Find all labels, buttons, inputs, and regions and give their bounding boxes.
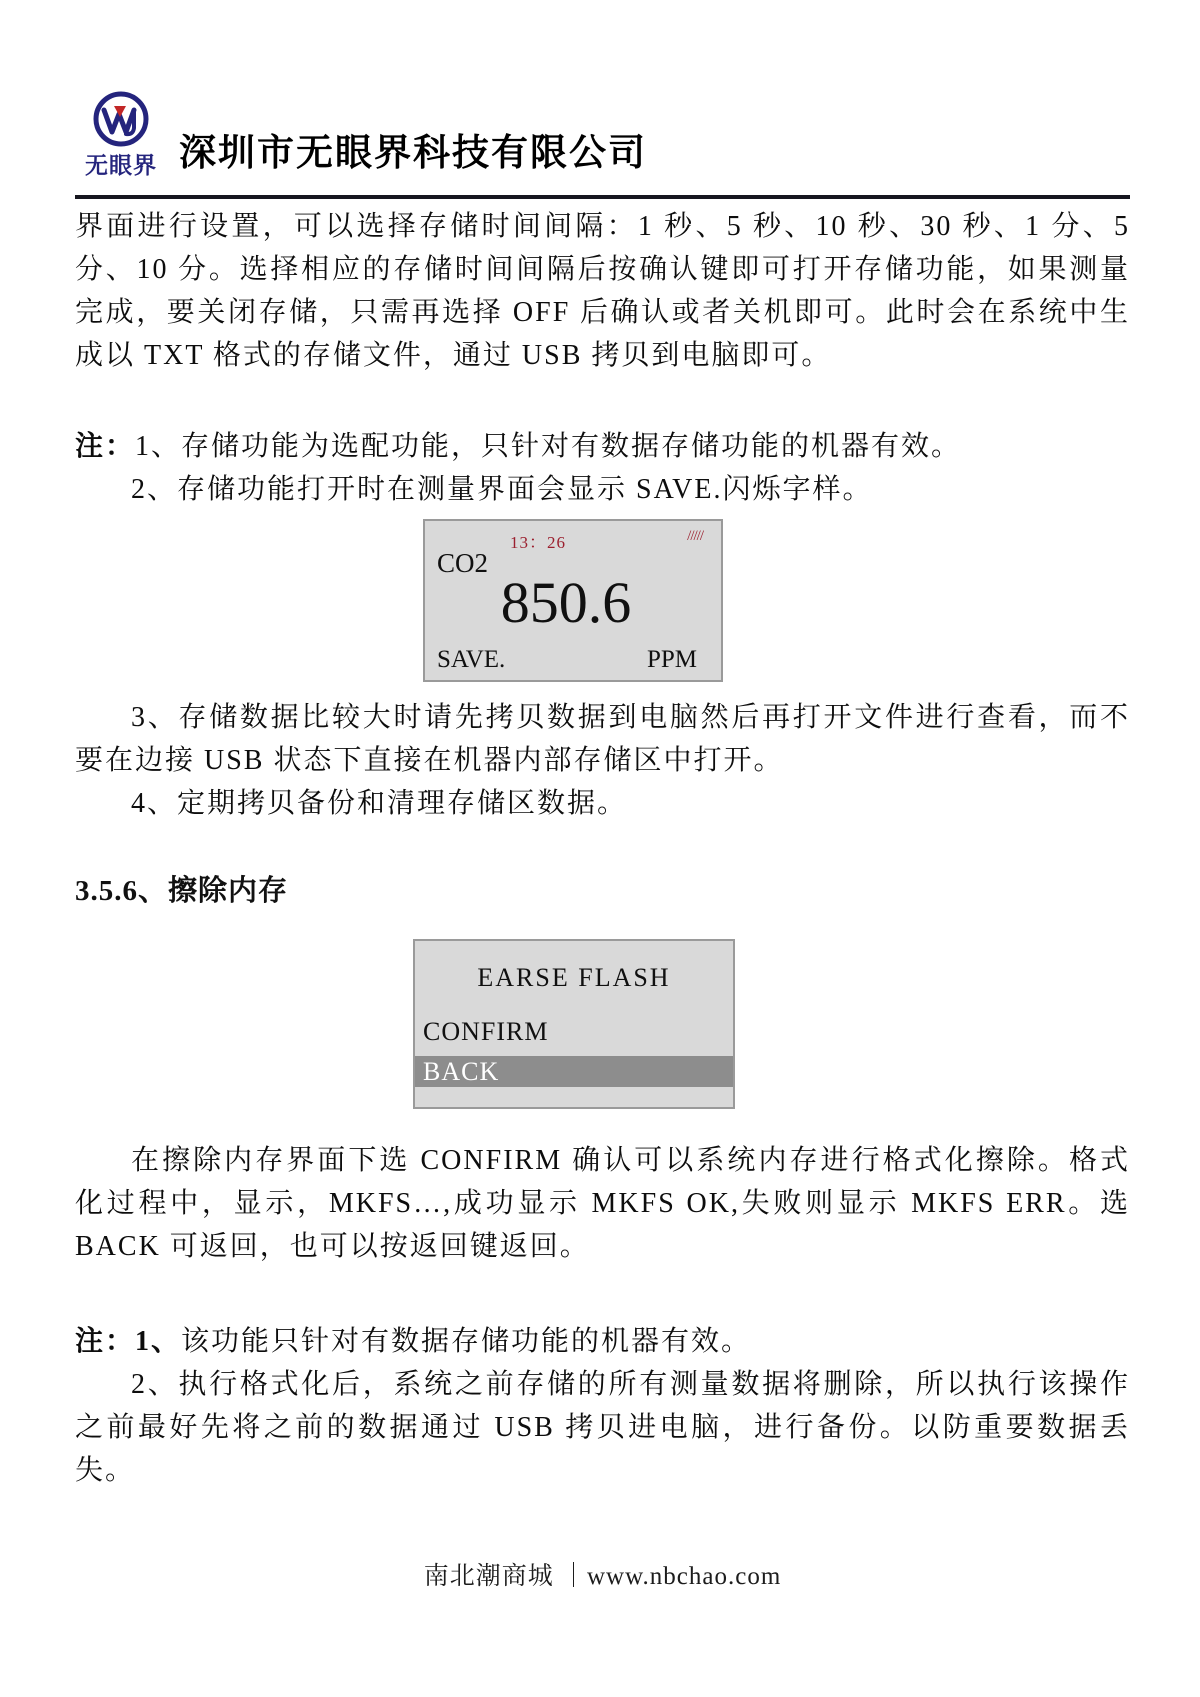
note2-item-1: 该功能只针对有数据存储功能的机器有效。 [181, 1326, 752, 1357]
note-block-save [75, 425, 1130, 511]
erase-paragraph: 在擦除内存界面下选 CONFIRM 确认可以系统内存进行格式化擦除。格式化过程中，显示，MKFS…,成功显示 MKFS OK,失败则显示 MKFS ERR。选 BACK 可返回，也可以按返回键返回。 [75, 1145, 1130, 1262]
brand-name: 无眼界 [85, 152, 157, 178]
signal-bars-icon: ///// [687, 528, 703, 544]
unit-label: PPM [646, 646, 697, 673]
device-screen-erase [413, 939, 735, 1109]
company-title: 深圳市无眼界科技有限公司 [179, 133, 647, 175]
device-screen-measure [423, 519, 723, 682]
note-line-1 [75, 425, 1130, 468]
menu-item-back-highlighted: BACK [415, 1056, 733, 1087]
company-logo [75, 90, 167, 178]
logo-monogram-icon [88, 90, 154, 152]
note-label: 注： [75, 431, 136, 462]
note-block-erase [75, 1320, 1130, 1492]
page-footer: 南北潮商城 ｜www.nbchao.com [423, 1563, 782, 1590]
screen-time: 13：26 [510, 533, 566, 552]
page-header [75, 90, 1130, 178]
section-heading: 3.5.6、擦除内存 [75, 875, 289, 907]
measurement-value: 850.6 [500, 570, 632, 635]
menu-item-confirm: CONFIRM [423, 1017, 549, 1046]
note-item-1: 1、存储功能为选配功能，只针对有数据存储功能的机器有效。 [135, 431, 962, 462]
note-item-number: 1、 [135, 1326, 182, 1357]
note-item-4: 4、定期拷贝备份和清理存储区数据。 [131, 788, 628, 819]
note-item-2: 2、存储功能打开时在测量界面会显示 SAVE.闪烁字样。 [131, 474, 873, 505]
note-item-3: 3、存储数据比较大时请先拷贝数据到电脑然后再打开文件进行查看，而不要在边接 USB 状态下直接在机器内部存储区中打开。 [75, 702, 1130, 776]
manual-page [0, 90, 1200, 1697]
erase-screen-title: EARSE FLASH [477, 963, 671, 992]
save-indicator: SAVE. [437, 646, 506, 673]
gas-label: CO2 [437, 548, 489, 578]
header-divider [75, 195, 1130, 199]
measure-screen-figure [75, 519, 1130, 682]
note2-item-2: 2、执行格式化后，系统之前存储的所有测量数据将删除，所以执行该操作之前最好先将之前的数据通过 USB 拷贝进电脑，进行备份。以防重要数据丢失。 [75, 1369, 1130, 1486]
erase-screen-figure [75, 939, 1130, 1109]
intro-paragraph: 界面进行设置，可以选择存储时间间隔：1 秒、5 秒、10 秒、30 秒、1 分、5 分、10 分。选择相应的存储时间间隔后按确认键即可打开存储功能，如果测量完成，要关闭存储，只需再选择 OFF 后确认或者关机即可。此时会在系统中生成以 TXT 格式的存储文件，通过 USB 拷贝到电脑即可。 [75, 211, 1130, 371]
note2-line-1 [75, 1320, 1130, 1363]
note-label: 注： [75, 1326, 136, 1357]
